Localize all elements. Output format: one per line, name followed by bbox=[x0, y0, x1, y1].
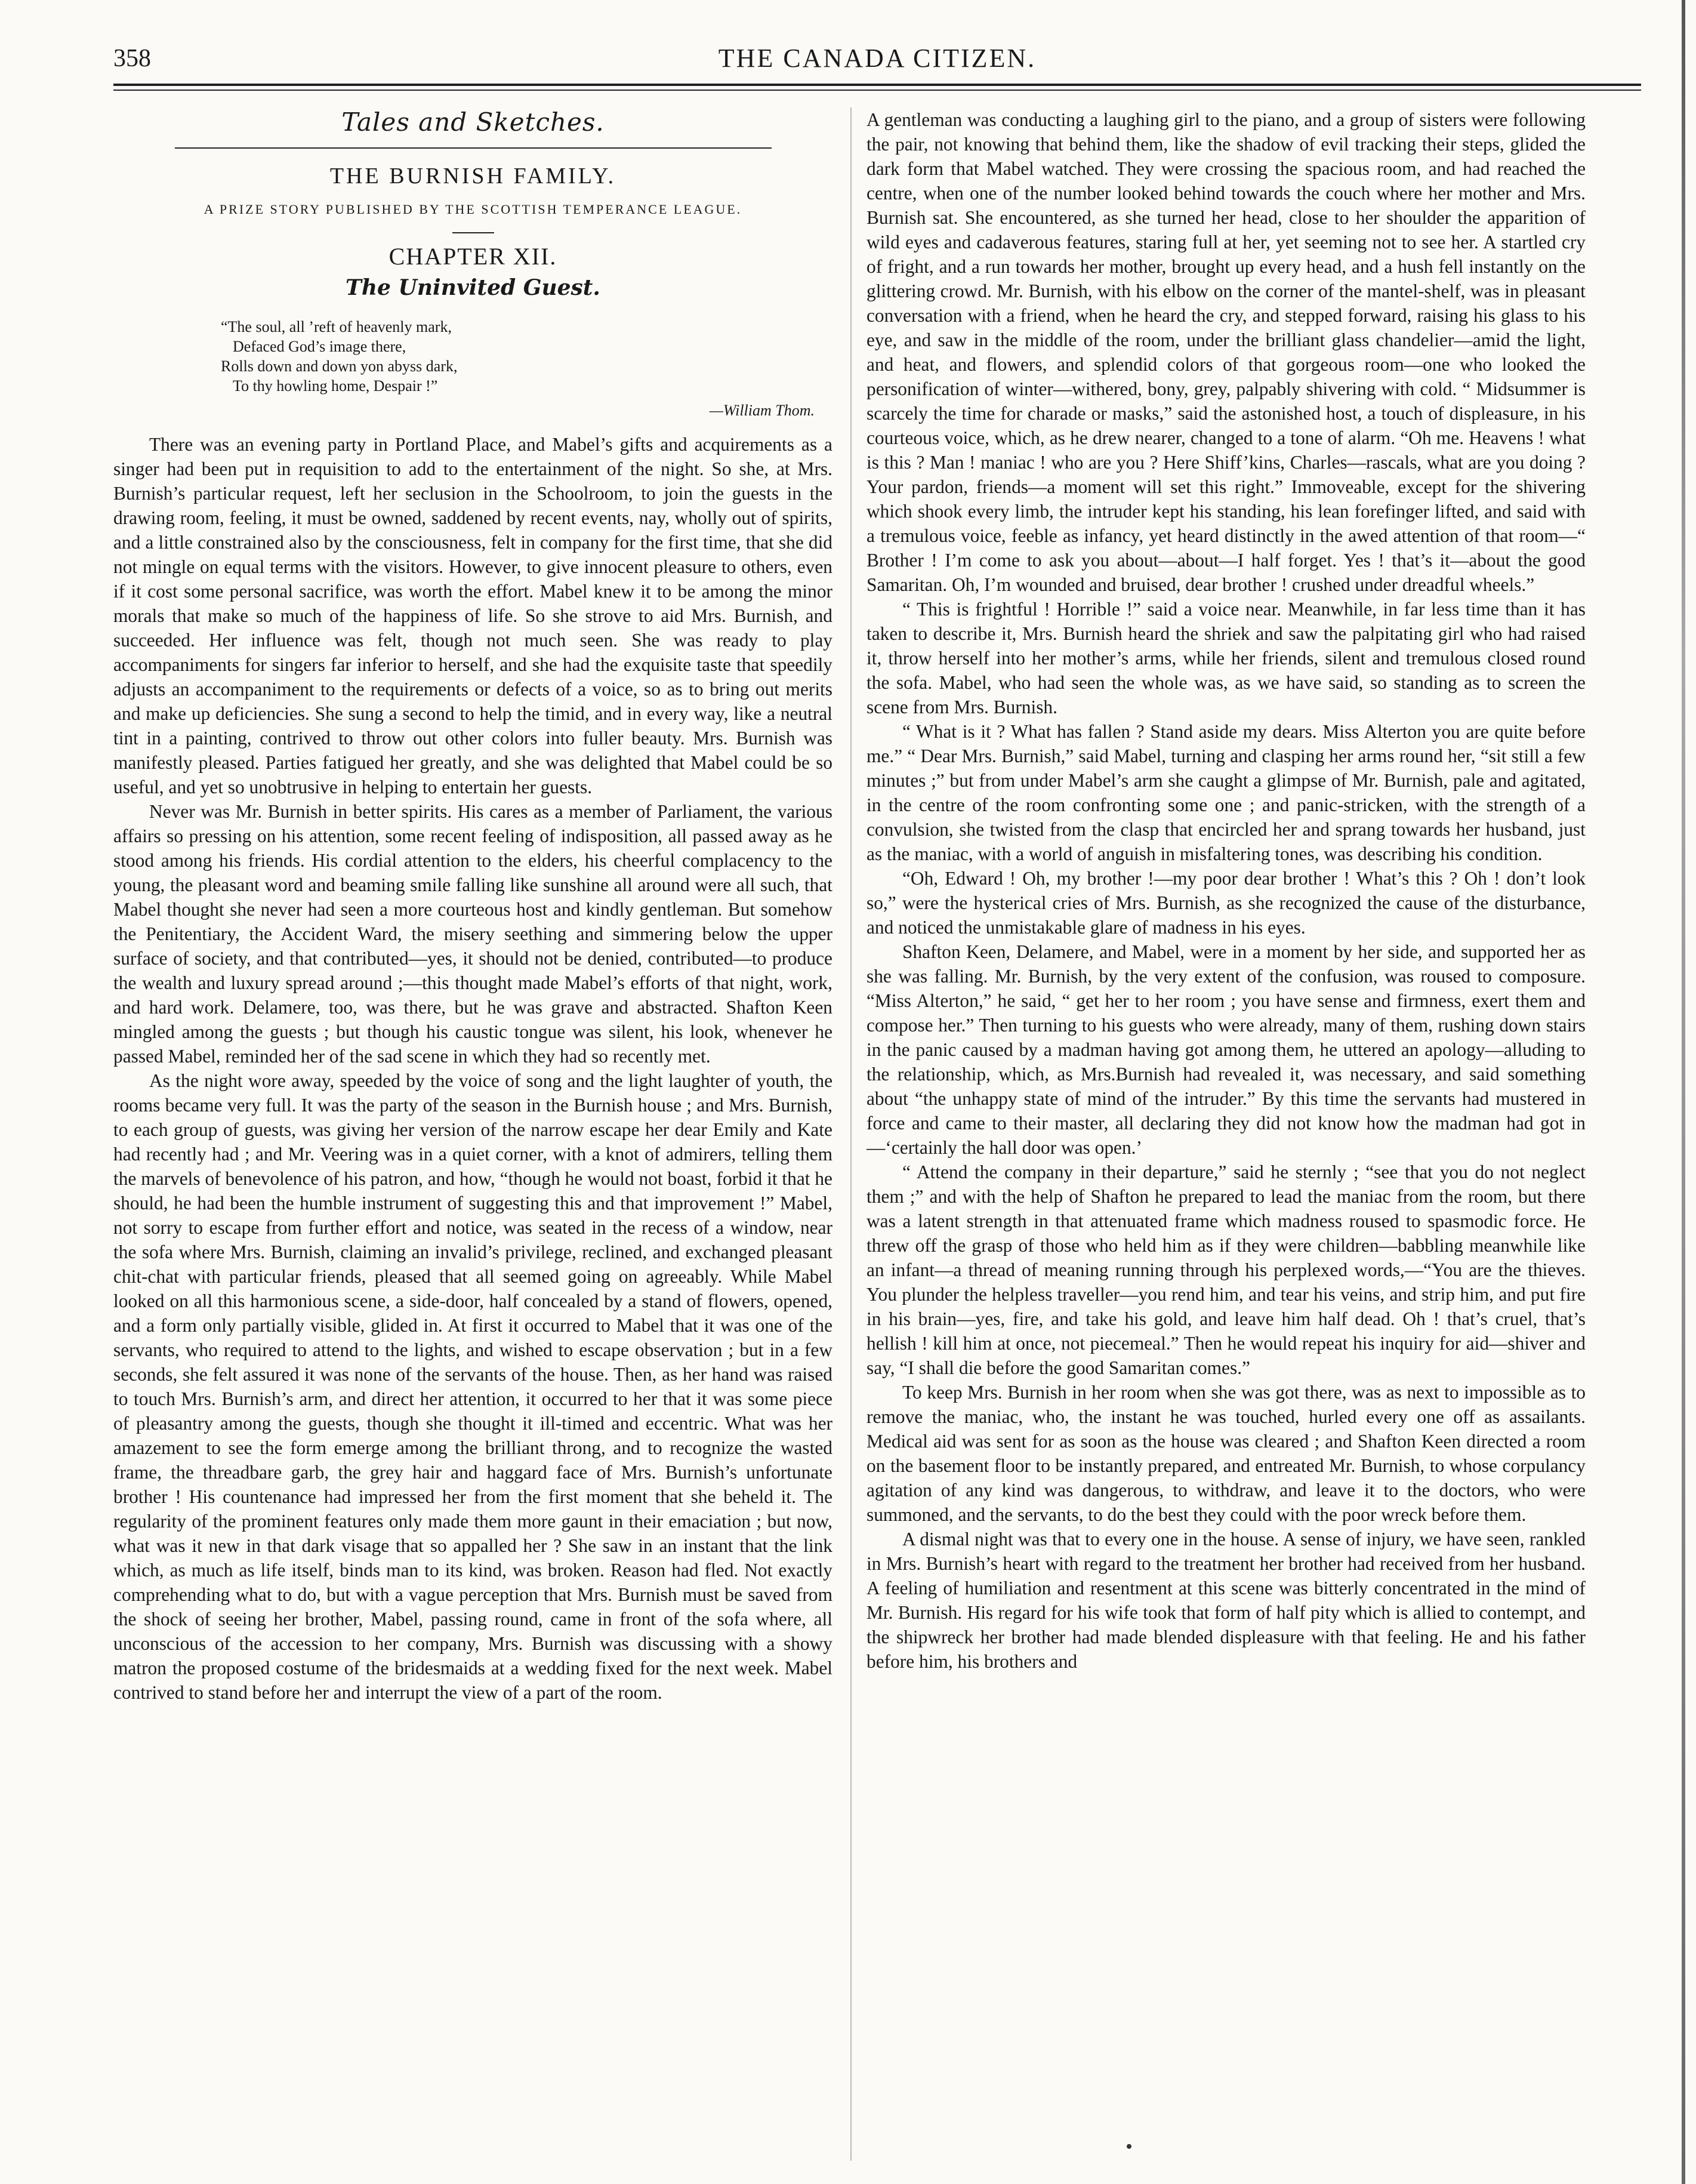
chapter-heading: CHAPTER XII. bbox=[388, 243, 557, 270]
paragraph: As the night wore away, speeded by the voice of song and the light laughter of youth, the rooms became very full. It was the party of the season in the Burnish house ; and Mrs. Burnish, to each group of guests, was giving her version of the narrow escape her dear Emily and Kate had recently had ; and Mr. Veering was in a quiet corner, with a knot of admirers, telling them the marvels of benevolence of his patron, and how, “though he would not boast, forbid it that he should, he had been the humble instrument of suggesting this and that improvement !” Mabel, not sorry to escape from further effort and notice, was seated in the recess of a window, near the sofa where Mrs. Burnish, claiming an invalid’s privilege, reclined, and exchanged pleasant chit-chat with particular friends, pleased that all seemed going on agreeably. While Mabel looked on all this harmonious scene, a side-door, half concealed by a stand of flowers, opened, and a form only partially visible, glided in. At first it occurred to Mabel that it was one of the servants, who required to attend to the lights, and wished to escape observation ; but in a few seconds, she felt assured it was none of the servants of the house. Then, as her hand was raised to touch Mrs. Burnish’s arm, and direct her attention, it occurred to her that it was some piece of pleasantry among the guests, though she thought it ill-timed and eccentric. What was her amazement to see the form emerge among the brilliant throng, and to recognize the wasted frame, the threadbare garb, the grey hair and haggard face of Mrs. Burnish’s unfortunate brother ! His countenance had impressed her from the first moment that she beheld it. The regularity of the prominent features only made them more gaunt in their emaciation ; but now, what was it new in that dark visage that so appalled her ? She saw in an instant that the link which, as much as life itself, binds man to its kind, was broken. Reason had fled. Not exactly comprehending what to do, but with a vague perception that Mrs. Burnish must be saved from the shock of seeing her brother, Mabel, passing round, came in front of the sofa where, all unconscious of the accession to her company, Mrs. Burnish was discussing with a showy matron the proposed costume of the bridesmaids at a wedding fixed for the next week. Mabel contrived to stand before her and interrupt the view of a part of the room. bbox=[113, 1070, 832, 1703]
header-rule-thick bbox=[113, 84, 1641, 86]
epigraph-attribution: —William Thom. bbox=[709, 402, 815, 419]
epigraph-line: To thy howling home, Despair !” bbox=[233, 377, 438, 395]
paragraph: A dismal night was that to every one in the house. A sense of injury, we have seen, rankled in Mrs. Burnish’s heart with regard to the treatment her brother had received from her husband. A feeling of humiliation and resentment at this scene was bitterly concentrated in the mind of Mr. Burnish. His regard for his wife took that form of half pity which is allied to contempt, and the shipwreck her brother had made blended displeasure with that feeling. He and his father before him, his brothers and bbox=[866, 1529, 1586, 1672]
binding-edge bbox=[1682, 0, 1685, 2184]
page-number: 358 bbox=[113, 45, 151, 72]
masthead: THE CANADA CITIZEN. bbox=[718, 44, 1037, 73]
epigraph-line: Rolls down and down yon abyss dark, bbox=[221, 358, 458, 375]
print-dot bbox=[1127, 2144, 1131, 2149]
epigraph-line: Defaced God’s image there, bbox=[233, 338, 406, 355]
story-title: THE BURNISH FAMILY. bbox=[329, 164, 616, 189]
header-rule-thin bbox=[113, 90, 1641, 91]
column-divider bbox=[850, 107, 852, 2161]
section-title: Tales and Sketches. bbox=[341, 107, 605, 137]
short-rule bbox=[452, 232, 494, 233]
paragraph: Shafton Keen, Delamere, and Mabel, were in a moment by her side, and supported her as she was falling. Mr. Burnish, by the very extent of the confusion, was roused to composure. “Miss Alterton,” he said, “ get her to her room ; you have sense and firmness, exert them and compose her.” Then turning to his guests who were already, many of them, rushing down stairs in the panic caused by a madman having got among them, he uttered an apology—alluding to the relationship, which, as Mrs.Burnish had revealed it, was necessary, and said something about “the unhappy state of mind of the intruder.” By this time the servants had mustered in force and came to their master, all declaring they did not know how the madman had got in—‘certainly the hall door was open.’ bbox=[866, 941, 1586, 1158]
section-rule bbox=[175, 147, 772, 149]
paragraph: “ Attend the company in their departure,” said he sternly ; “see that you do not neglect them ;” and with the help of Shafton he prepared to lead the maniac from the room, but there was a latent strength in that attenuated frame which madness roused to spasmodic force. He threw off the grasp of those who held him as if they were children—babbling meanwhile like an infant—a thread of meaning running through his perplexed words,—“You are the thieves. You plunder the helpless traveller—you rend him, and tear his veins, and strip him, and put fire in his brain—yes, fire, and take his gold, and leave him half dead. Oh ! that’s cruel, that’s hellish ! kill him at once, not piecemeal.” Then he would repeat his inquiry for aid—shiver and say, “I shall die before the good Samaritan comes.” bbox=[866, 1162, 1586, 1378]
right-column bbox=[866, 107, 1586, 2161]
paragraph: “ This is frightful ! Horrible !” said a voice near. Meanwhile, in far less time than it has taken to describe it, Mrs. Burnish heard the shriek and saw the palpitating girl who had raised it, throw herself into her mother’s arms, while her friends, silent and tremulous closed round the sofa. Mabel, who had seen the whole was, as we have said, so standing as to screen the scene from Mrs. Burnish. bbox=[866, 599, 1586, 717]
paragraph: To keep Mrs. Burnish in her room when she was got there, was as next to impossible as to remove the maniac, who, the instant he was touched, hurled every one off as assailants. Medical aid was sent for as soon as the house was cleared ; and Shafton Keen directed a room on the basement floor to be instantly prepared, and entreated Mr. Burnish, to whose corpulancy agitation of any kind was dangerous, to withdraw, and leave it to the doctors, who were summoned, and the servants, to do the best they could with the poor wreck before them. bbox=[866, 1382, 1586, 1525]
epigraph-line: “The soul, all ’reft of heavenly mark, bbox=[221, 318, 452, 335]
chapter-title: The Uninvited Guest. bbox=[346, 275, 600, 300]
paragraph: There was an evening party in Portland Place, and Mabel’s gifts and acquirements as a singer had been put in requisition to add to the entertainment of the night. So she, at Mrs. Burnish’s particular request, left her seclusion in the Schoolroom, to join the guests in the drawing room, feeling, it must be owned, saddened by recent events, nay, wholly out of spirits, and a little constrained also by the consciousness, felt in company for the first time, that she did not mingle on equal terms with the visitors. However, to give innocent pleasure to others, even if it cost some personal sacrifice, was worth the effort. Mabel knew it to be among the minor morals that make so much of the happiness of life. So she strove to aid Mrs. Burnish, and succeeded. Her influence was felt, though not much seen. She was ready to play accompaniments for singers far inferior to herself, and she had the exquisite taste that speedily adjusts an accompaniment to the requirements or defects of a voice, so as to bring out merits and make up deficiencies. She sung a second to help the timid, and in every way, like a neutral tint in a painting, contrived to throw out other colors into fuller beauty. Mrs. Burnish was manifestly pleased. Parties fatigued her greatly, and she was delighted that Mabel could be so useful, and yet so unobtrusive in helping to entertain her guests. bbox=[113, 434, 832, 797]
left-column bbox=[113, 107, 832, 2161]
story-subtitle: A PRIZE STORY PUBLISHED BY THE SCOTTISH TEMPERANCE LEAGUE. bbox=[203, 202, 742, 217]
paragraph: Never was Mr. Burnish in better spirits. His cares as a member of Parliament, the various affairs so pressing on his attention, some recent feeling of indisposition, all passed away as he stood among his friends. His cordial attention to the elders, his cheerful complacency to the young, the pleasant word and beaming smile falling like sunshine all around were all such, that Mabel thought she never had seen a more courteous host and kindly gentleman. But somehow the Penitentiary, the Accident Ward, the misery seething and simmering below the upper surface of society, and that contributed—yes, it should not be denied, contributed—to produce the wealth and luxury spread around ;—this thought made Mabel’s efforts of that night, work, and hard work. Delamere, too, was there, but he was grave and abstracted. Shafton Keen mingled among the guests ; but though his caustic tongue was silent, his look, whenever he passed Mabel, reminded her of the sad scene in which they had so recently met. bbox=[113, 801, 832, 1067]
page-header bbox=[113, 43, 1641, 79]
epigraph bbox=[221, 317, 832, 396]
paragraph: A gentleman was conducting a laughing girl to the piano, and a group of sisters were following the pair, not knowing that behind them, like the shadow of evil tracking their steps, glided the dark form that Mabel watched. They were crossing the spacious room, and had reached the centre, when one of the number looked behind towards the couch where her mother and Mrs. Burnish sat. She encountered, as she turned her head, close to her shoulder the apparition of wild eyes and cadaverous features, staring full at her, yet seeming not to see her. A startled cry of fright, and a run towards her mother, brought up every head, and a hush fell instantly on the glittering crowd. Mr. Burnish, with his elbow on the corner of the mantel-shelf, was in pleasant conversation with a friend, when he heard the cry, and stepped forward, raising his glass to his eye, and saw in the middle of the room, under the brilliant glass chandelier—amid the light, and heat, and flowers, and splendid colors of that gorgeous room—one who looked the personification of winter—withered, bony, grey, palpably shivering with cold. “ Midsummer is scarcely the time for charade or masks,” said the astonished host, a touch of displeasure, in his courteous voice, which, as he drew nearer, changed to a tone of alarm. “Oh me. Heavens ! what is this ? Man ! maniac ! who are you ? Here Shiff’kins, Charles—rascals, what are you doing ? Your pardon, friends—a moment will set this right.” Immoveable, except for the shivering which shook every limb, the intruder kept his standing, his lean forefinger lifted, and said with a tremulous voice, feeble as infancy, yet heard distinctly in the awed attention of that room—“ Brother ! I’m come to ask you about—about—I half forget. Yes ! that’s it—about the good Samaritan. Oh, I’m wounded and bruised, dear brother ! crushed under dreadful wheels.” bbox=[866, 109, 1586, 595]
paragraph: “Oh, Edward ! Oh, my brother !—my poor dear brother ! What’s this ? Oh ! don’t look so,” were the hysterical cries of Mrs. Burnish, as she recognized the cause of the disturbance, and noticed the unmistakable glare of madness in his eyes. bbox=[866, 868, 1586, 938]
paragraph: “ What is it ? What has fallen ? Stand aside my dears. Miss Alterton you are quite before me.” “ Dear Mrs. Burnish,” said Mabel, turning and clasping her arms round her, “sit still a few minutes ;” but from under Mabel’s arm she caught a glimpse of Mr. Burnish, pale and agitated, in the centre of the room confronting some one ; and panic-stricken, with the strength of a convulsion, she twisted from the clasp that encircled her and sprang towards her husband, just as the maniac, with a world of anguish in misfaltering tones, was describing his condition. bbox=[866, 721, 1586, 864]
